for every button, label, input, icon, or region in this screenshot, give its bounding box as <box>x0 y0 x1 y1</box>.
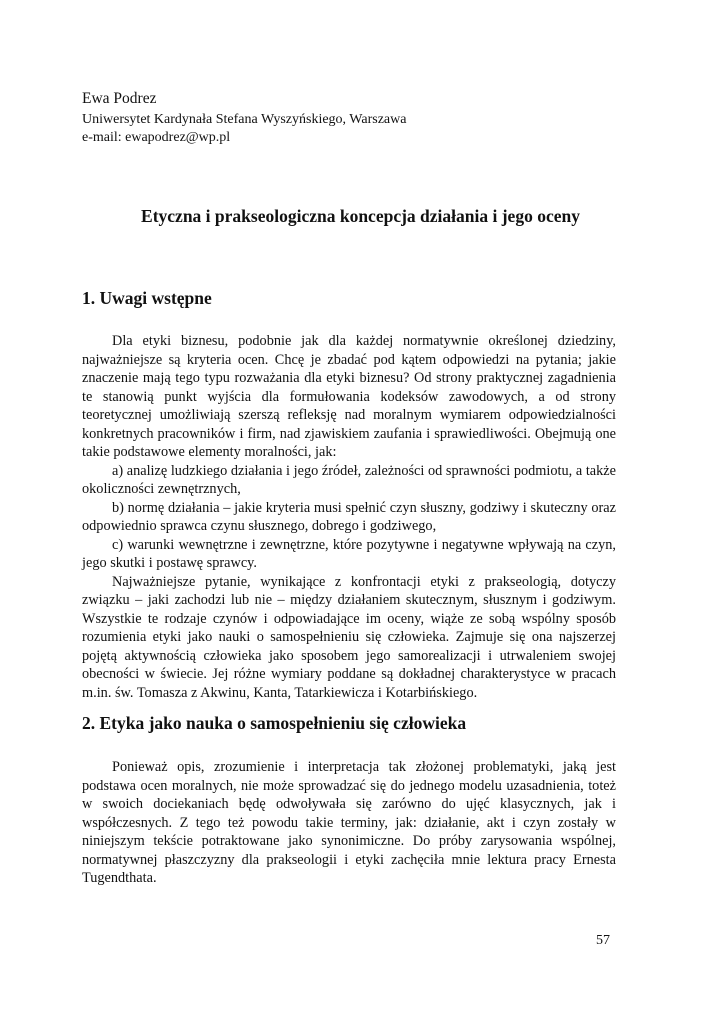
author-name: Ewa Podrez <box>82 90 157 107</box>
list-item-b: b) normę działania – jakie kryteria musi spełnić czyn słuszny, godziwy i skuteczny oraz odpowiednio sprawca czynu słusznego, dobrego i godziwego, <box>82 499 616 534</box>
author-email: e-mail: ewapodrez@wp.pl <box>82 130 231 145</box>
author-affiliation: Uniwersytet Kardynała Stefana Wyszyńskiego, Warszawa <box>82 112 407 127</box>
paper-title: Etyczna i prakseologiczna koncepcja działania i jego oceny <box>141 206 580 226</box>
list-item-c: c) warunki wewnętrzne i zewnętrzne, które pozytywne i negatywne wpływają na czyn, jego skutki i postawę sprawcy. <box>82 536 616 571</box>
paragraph: Najważniejsze pytanie, wynikające z konfrontacji etyki z prakseologią, dotyczy związku – jaki zachodzi lub nie – między działaniem skutecznym, słusznym i godziwym. Wszystkie te rodzaje czynów i odpowiadające im oceny, wiąże ze sobą wspólny sposób rozumienia etyki jako nauki o samospełnieniu się człowieka. Zajmuje się ona najszerzej pojętą aktywnością człowieka jako sposobem jego samorealizacji i utrwaleniem swojej obecności w świecie. Jej różne wymiary poddane są dokładnej charakterystyce w pracach m.in. św. Tomasza z Akwinu, Kanta, Tatarkiewicza i Kotarbińskiego. <box>82 573 616 701</box>
section-1-heading: 1. Uwagi wstępne <box>82 288 212 308</box>
section-1-body <box>82 332 616 702</box>
paragraph: Dla etyki biznesu, podobnie jak dla każdej normatywnie określonej dziedziny, najważniejsze są kryteria ocen. Chcę je zbadać pod kątem odpowiedzi na pytania; jakie znaczenie mają tego typu rozważania dla etyki biznesu? Od strony praktycznej zagadnienia te stanowią punkt wyjścia dla formułowania kodeksów zawodowych, a od strony teoretycznej umożliwiają szerszą refleksję nad moralnym wymiarem odpowiedzialności konkretnych pracowników i firm, nad zjawiskiem zaufania i sprawiedliwości. Obejmują one takie podstawowe elementy moralności, jak: <box>82 333 616 460</box>
section-2-heading: 2. Etyka jako nauka o samospełnieniu się człowieka <box>82 713 467 733</box>
paragraph: Ponieważ opis, zrozumienie i interpretacja tak złożonej problematyki, jaką jest podstawa ocen moralnych, nie może sprowadzać się do jednego modelu uzasadnienia, toteż w swoich dociekaniach będę odwoływała się zarówno do ujęć klasycznych, jak i współczesnych. Z tego też powodu takie terminy, jak: działanie, akt i czyn zostały w niniejszym tekście potraktowane jako synonimiczne. Do próby zarysowania wspólnej, normatywnej płaszczyzny dla prakseologii i etyki zachęciła mnie lektura pracy Ernesta Tugendthata. <box>82 759 616 886</box>
page-number: 57 <box>596 933 610 948</box>
section-2-body <box>82 758 616 888</box>
list-item-a: a) analizę ludzkiego działania i jego źródeł, zależności od sprawności podmiotu, a także okoliczności zewnętrznych, <box>82 462 616 497</box>
author-affiliation-block <box>82 111 406 147</box>
